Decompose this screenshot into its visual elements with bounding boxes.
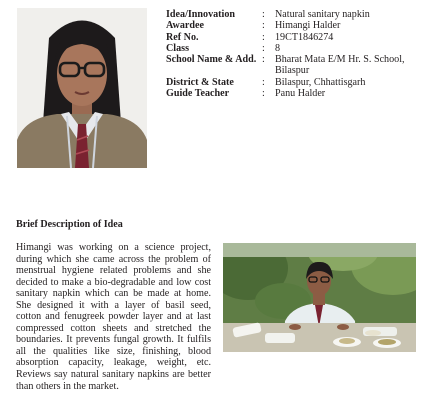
info-row-class bbox=[166, 43, 428, 54]
info-colon: : bbox=[262, 20, 265, 32]
info-label: Awardee bbox=[166, 20, 204, 32]
info-label: Idea/Innovation bbox=[166, 9, 235, 20]
info-label: Ref No. bbox=[166, 31, 199, 43]
info-row-district bbox=[166, 77, 428, 88]
info-value: 19CT1846274 bbox=[275, 31, 334, 43]
info-value: Himangi Halder bbox=[275, 20, 341, 32]
info-colon: : bbox=[262, 76, 265, 88]
awardee-portrait bbox=[17, 8, 147, 168]
info-label: District & State bbox=[166, 76, 234, 88]
awardee-info-table bbox=[166, 9, 428, 99]
info-row-school bbox=[166, 54, 428, 77]
info-colon: : bbox=[262, 9, 265, 20]
description-paragraph: Himangi was working on a science project, during which she came across the problem of menstrual hygiene related problems and she decided to make a bio-degradable and low cost sanitary napkin which can be made at home. She designed it with a layer of basil seed, cotton and fenugreek powder layer and at last compressed cotton sheets and stretched the boundaries. It prevents fungal growth. It fulfils all the qualities like size, finishing, blood absorption capacity, leakage, weight, etc. Reviews say natural sanitary napkins are better than others in the market. bbox=[16, 242, 211, 392]
info-row-awardee bbox=[166, 20, 428, 31]
info-value: Bharat Mata E/M Hr. S. School, Bilaspur bbox=[275, 54, 405, 77]
info-value: Bilaspur, Chhattisgarh bbox=[275, 76, 366, 88]
info-value: Natural sanitary napkin bbox=[275, 9, 370, 20]
info-colon: : bbox=[262, 31, 265, 43]
info-row-ref-no bbox=[166, 32, 428, 43]
info-colon: : bbox=[262, 42, 265, 54]
info-label: School Name & Add. bbox=[166, 54, 257, 66]
info-label: Class bbox=[166, 42, 189, 54]
info-row-idea bbox=[166, 9, 428, 20]
section-heading: Brief Description of Idea bbox=[16, 219, 123, 230]
info-value: Panu Halder bbox=[275, 88, 326, 100]
info-colon: : bbox=[262, 54, 265, 66]
info-colon: : bbox=[262, 88, 265, 100]
info-value: 8 bbox=[275, 42, 281, 54]
project-photo bbox=[223, 243, 416, 352]
info-row-guide-teacher bbox=[166, 88, 428, 99]
info-label: Guide Teacher bbox=[166, 88, 230, 100]
